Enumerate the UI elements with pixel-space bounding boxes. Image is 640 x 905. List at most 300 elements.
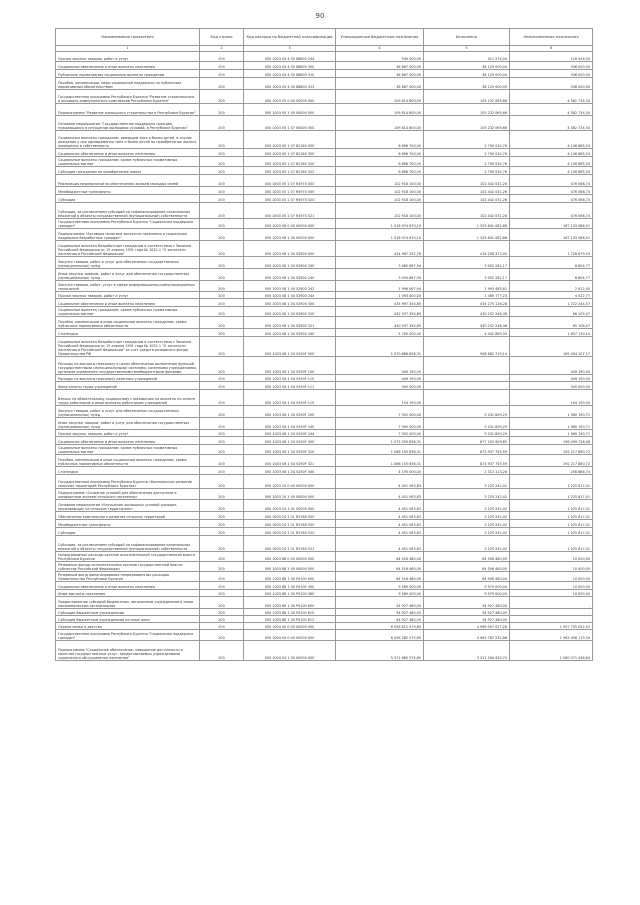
row-approved: 109 814 800,00 (336, 116, 424, 131)
row-line-code: 200 (200, 562, 244, 572)
table-row (56, 641, 593, 661)
row-unexecuted: 2 612,00 (510, 281, 593, 292)
row-executed: 5 431 809,29 (424, 430, 510, 437)
table-row (56, 62, 593, 70)
row-approved: 5 700 000,00 (336, 329, 424, 337)
row-executed: 4 042 869,90 (424, 329, 510, 337)
row-approved: 64 516 480,00 (336, 552, 424, 562)
row-unexecuted: 476 068,74 (510, 187, 593, 195)
table-row (56, 175, 593, 187)
row-approved: 530 000,00 (336, 52, 424, 62)
table-row (56, 430, 593, 437)
row-name: Взносы по обязательному социальному страхованию на выплаты по оплате труда работников и иные выплаты работникам учреждений (56, 390, 200, 406)
row-line-code: 200 (200, 299, 244, 307)
row-name: Основное мероприятие "Государственная поддержка граждан, нуждающихся в улучшении жилищных условий, в Республике Бурятия" (56, 116, 200, 131)
table-row (56, 157, 593, 167)
row-budget-code: 000 1003 24 1 01 00000 000 (244, 500, 336, 512)
budget-table (55, 28, 593, 661)
row-name: Подпрограмма "Активная политика занятости населения и социальная поддержка безработных граждан" (56, 229, 200, 241)
table-row (56, 500, 593, 512)
table-row (56, 131, 593, 149)
row-unexecuted: - (510, 609, 593, 616)
row-unexecuted: 65 108,47 (510, 317, 593, 329)
row-approved: 1 093 800,00 (336, 292, 424, 299)
row-approved: 102 918 100,00 (336, 187, 424, 195)
row-executed: 3 225 242,42 (424, 475, 510, 489)
row-line-code: 200 (200, 430, 244, 437)
row-approved: 4 451 063,83 (336, 536, 424, 552)
row-unexecuted: 4 106 665,24 (510, 131, 593, 149)
row-name: Государственная программа Республики Бурятия "Социальная поддержка граждан" (56, 630, 200, 641)
row-unexecuted: 10 000,00 (510, 552, 593, 562)
row-name: Закупка товаров, работ, услуг в сфере информационно-коммуникационных технологий (56, 281, 200, 292)
row-line-code: 200 (200, 445, 244, 455)
row-approved: 1 070 866 626,31 (336, 337, 424, 357)
row-approved: 4 451 063,83 (336, 512, 424, 520)
row-line-code: 200 (200, 528, 244, 536)
row-name: Закупка товаров, работ и услуг для обеспечения государственных (муниципальных) нужд (56, 257, 200, 269)
row-approved: 7 392 000,00 (336, 406, 424, 418)
row-approved: 1 516 974 670,10 (336, 229, 424, 241)
row-executed: 418 258 373,45 (424, 241, 510, 257)
table-row (56, 520, 593, 528)
column-number: 1 (56, 46, 200, 52)
row-approved: 64 516 480,00 (336, 562, 424, 572)
row-executed: 2 790 034,76 (424, 167, 510, 175)
row-budget-code: 000 1003 08 1 04 5290F 100 (244, 357, 336, 375)
row-name: Субсидии бюджетным учреждениям на иные цели (56, 616, 200, 623)
row-name: Государственная программа Республики Бурятия «Комплексное развитие сельских территорий Республики Бурятия» (56, 475, 200, 489)
row-name: Охрана семьи и детства (56, 623, 200, 630)
table-row (56, 597, 593, 609)
row-approved: 4 451 063,83 (336, 500, 424, 512)
row-line-code: 200 (200, 229, 244, 241)
row-line-code: 200 (200, 241, 244, 257)
row-unexecuted: 118 426,00 (510, 52, 593, 62)
row-line-code: 200 (200, 623, 244, 630)
row-budget-code: 000 1003 24 0 00 00000 000 (244, 475, 336, 489)
row-budget-code: 000 1003 24 1 01 R5760 000 (244, 512, 336, 520)
table-row (56, 609, 593, 616)
row-unexecuted: 192 217 880,72 (510, 455, 593, 467)
row-budget-code: 000 1003 24 1 01 R5760 520 (244, 528, 336, 536)
row-unexecuted: 8 604,77 (510, 257, 593, 269)
table-row (56, 616, 593, 623)
row-line-code: 200 (200, 149, 244, 157)
row-line-code: 200 (200, 62, 244, 70)
row-name: Подпрограмма "Развитие жилищного строительства в Республике Бурятия" (56, 104, 200, 116)
table-row (56, 203, 593, 219)
row-line-code: 200 (200, 257, 244, 269)
row-unexecuted: 476 068,74 (510, 175, 593, 187)
row-executed: 38 129 000,00 (424, 78, 510, 90)
row-line-code: 200 (200, 597, 244, 609)
row-name: Социальные выплаты гражданам, кроме публичных нормативных социальных выплат (56, 157, 200, 167)
row-name: Обеспечение комплексного развития сельских территорий (56, 512, 200, 520)
row-name: Субсидии гражданам на приобретение жилья (56, 167, 200, 175)
row-unexecuted: - (510, 616, 593, 623)
row-executed: 38 129 000,00 (424, 70, 510, 78)
row-approved: 4 451 063,83 (336, 528, 424, 536)
row-line-code: 200 (200, 307, 244, 317)
row-unexecuted: 104 190,00 (510, 390, 593, 406)
row-line-code: 200 (200, 641, 244, 661)
header-name: Наименование показателя (56, 29, 200, 46)
row-unexecuted: 185 004 107,17 (510, 337, 593, 357)
row-name: Государственная программа Республики Бурятия "Социальная поддержка граждан" (56, 219, 200, 229)
row-executed: - (424, 375, 510, 382)
row-budget-code: 000 1003 08 0 00 00000 000 (244, 219, 336, 229)
row-line-code: 200 (200, 572, 244, 582)
row-line-code: 200 (200, 337, 244, 357)
row-budget-code: 000 1003 08 1 04 5290F 321 (244, 455, 336, 467)
row-executed: 54 927 480,00 (424, 597, 510, 609)
header-line-code: Код строки (200, 29, 244, 46)
row-executed: 430 232 246,38 (424, 317, 510, 329)
row-approved: 7 392 000,00 (336, 418, 424, 430)
row-budget-code: 000 1003 04 4 00 88800 300 (244, 62, 336, 70)
row-budget-code: 000 1003 08 1 04 52900 340 (244, 329, 336, 337)
row-unexecuted: 187 133 586,51 (510, 219, 593, 229)
row-unexecuted: 538 000,00 (510, 62, 593, 70)
row-line-code: 200 (200, 437, 244, 445)
row-budget-code: 000 1003 24 1 00 00000 000 (244, 489, 336, 500)
row-name: Социальное обеспечение и иные выплаты населению (56, 149, 200, 157)
table-row (56, 70, 593, 78)
row-approved: 449 190,00 (336, 375, 424, 382)
row-budget-code: 000 1003 08 1 04 5290F 119 (244, 390, 336, 406)
row-unexecuted: 1 225 817,41 (510, 489, 593, 500)
row-approved: 4 451 063,83 (336, 520, 424, 528)
row-unexecuted: 6 604,77 (510, 269, 593, 281)
row-budget-code: 000 1003 88 1 00 P0100 000 (244, 572, 336, 582)
row-name: Расходы на выплаты персоналу в целях обеспечения выполнения функций государственными (муниципальными) органами, казенными учреждениями, органами управления государственными внебюджетными фондами (56, 357, 200, 375)
row-budget-code: 000 1003 08 1 04 52900 300 (244, 299, 336, 307)
table-row (56, 536, 593, 552)
table-row (56, 329, 593, 337)
row-name: Иные закупки товаров, работ и услуг для обеспечения государственных (муниципальных) нужд (56, 269, 200, 281)
table-row (56, 299, 593, 307)
table-row (56, 445, 593, 455)
row-budget-code: 000 1003 05 1 07 82160 322 (244, 167, 336, 175)
row-approved: 449 190,00 (336, 357, 424, 375)
row-budget-code: 000 1003 08 1 04 52900 242 (244, 281, 336, 292)
table-row (56, 241, 593, 257)
row-budget-code: 000 1003 08 1 04 5290F 300 (244, 437, 336, 445)
row-approved: 1 066 155 636,31 (336, 455, 424, 467)
row-budget-code: 000 1003 88 1 00 00000 000 (244, 562, 336, 572)
row-line-code: 200 (200, 131, 244, 149)
row-unexecuted: 1 225 817,41 (510, 475, 593, 489)
row-budget-code: 000 1003 24 1 01 R5760 500 (244, 520, 336, 528)
row-executed: 9 579 000,00 (424, 582, 510, 590)
row-approved: 6 896 700,00 (336, 149, 424, 157)
header-approved: Утвержденные бюджетные назначения (336, 29, 424, 46)
row-name: Прочая закупка товаров, работ и услуг (56, 292, 200, 299)
row-name: Межбюджетные трансферты (56, 187, 200, 195)
row-unexecuted: 1 225 817,41 (510, 500, 593, 512)
row-executed: 3 225 242,42 (424, 520, 510, 528)
row-line-code: 200 (200, 582, 244, 590)
header-budget-code: Код расхода по бюджетной классификации (244, 29, 336, 46)
row-line-code: 200 (200, 489, 244, 500)
row-unexecuted: 10 000,00 (510, 590, 593, 597)
header-executed: Исполнено (424, 29, 510, 46)
row-executed: 411 574,00 (424, 52, 510, 62)
row-name: Социальные выплаты гражданам, кроме публичных нормативных социальных выплат (56, 307, 200, 317)
row-executed: 64 506 480,00 (424, 572, 510, 582)
table-row (56, 281, 593, 292)
table-row (56, 337, 593, 357)
row-unexecuted: 538 000,00 (510, 70, 593, 78)
row-executed: 3 052 262,17 (424, 269, 510, 281)
row-line-code: 200 (200, 418, 244, 430)
row-line-code: 200 (200, 467, 244, 475)
table-body (56, 52, 593, 661)
table-row (56, 390, 593, 406)
row-executed: 3 225 242,42 (424, 528, 510, 536)
row-approved: 9 589 000,00 (336, 590, 424, 597)
row-approved: 430 297 354,85 (336, 317, 424, 329)
row-line-code: 200 (200, 390, 244, 406)
row-approved: 3 059 867,94 (336, 269, 424, 281)
row-executed: 430 232 246,38 (424, 307, 510, 317)
row-approved: 6 926 812 079,80 (336, 623, 424, 630)
row-budget-code: 000 1003 08 1 04 5290F 111 (244, 382, 336, 390)
row-unexecuted: 1 957 755 052,52 (510, 623, 593, 630)
row-budget-code: 000 1003 05 1 07 82160 320 (244, 157, 336, 167)
row-executed: 3 311 184 430,74 (424, 641, 510, 661)
row-approved: 54 927 480,00 (336, 597, 424, 609)
row-budget-code: 000 1003 05 1 07 R4970 520 (244, 195, 336, 203)
row-approved: 432 297 354,85 (336, 307, 424, 317)
row-executed: 105 232 065,66 (424, 116, 510, 131)
row-name: Пособия, компенсации и иные социальные выплаты гражданам, кроме публичных нормативных обязательств (56, 455, 200, 467)
row-line-code: 200 (200, 520, 244, 528)
row-approved: 424 987 252,78 (336, 241, 424, 257)
table-row (56, 590, 593, 597)
row-budget-code: 000 1003 04 4 00 88800 244 (244, 52, 336, 62)
row-executed: 3 052 262,17 (424, 257, 510, 269)
row-executed: 4 963 787 232,86 (424, 630, 510, 641)
table-row (56, 418, 593, 430)
row-unexecuted: 1 960 190,71 (510, 430, 593, 437)
row-line-code: 200 (200, 357, 244, 375)
row-budget-code: 000 1003 88 1 00 P0100 610 (244, 609, 336, 616)
table-row (56, 104, 593, 116)
row-name: Основное мероприятие «Улучшение жилищных условий граждан, проживающих на сельских территориях» (56, 500, 200, 512)
row-unexecuted: 1 728 879,33 (510, 241, 593, 257)
row-name: Социальные выплаты гражданам, кроме публичных нормативных социальных выплат (56, 445, 200, 455)
table-row (56, 406, 593, 418)
table-row (56, 528, 593, 536)
row-line-code: 200 (200, 552, 244, 562)
row-budget-code: 000 1003 05 1 07 00000 000 (244, 116, 336, 131)
row-line-code: 200 (200, 52, 244, 62)
row-budget-code: 000 1003 88 1 00 P0100 300 (244, 582, 336, 590)
row-approved: 3 060 867,94 (336, 257, 424, 269)
row-approved: 102 918 100,00 (336, 203, 424, 219)
column-number: 5 (424, 46, 510, 52)
row-name: Субсидии бюджетным учреждениям (56, 609, 200, 616)
row-approved: 109 814 800,00 (336, 90, 424, 104)
row-line-code: 200 (200, 590, 244, 597)
table-row (56, 52, 593, 62)
row-budget-code: 000 1003 08 1 04 5290F 320 (244, 445, 336, 455)
row-name: Межбюджетные трансферты (56, 520, 200, 528)
row-unexecuted: 66 105,47 (510, 307, 593, 317)
row-executed: - (424, 357, 510, 375)
row-executed: 873 937 755,59 (424, 455, 510, 467)
row-budget-code: 000 1003 05 0 00 00000 000 (244, 90, 336, 104)
row-name: Субсидии (56, 195, 200, 203)
row-line-code: 200 (200, 281, 244, 292)
row-budget-code: 000 1003 05 1 00 00000 000 (244, 104, 336, 116)
header-unexecuted: Неисполненные назначения (510, 29, 593, 46)
row-line-code: 200 (200, 406, 244, 418)
row-executed: 3 225 242,42 (424, 500, 510, 512)
row-line-code: 200 (200, 219, 244, 229)
row-approved: 6 926 282 075,80 (336, 630, 424, 641)
row-unexecuted: 1 225 817,41 (510, 520, 593, 528)
row-unexecuted: 196 099 726,46 (510, 437, 593, 445)
row-line-code: 200 (200, 329, 244, 337)
row-line-code: 200 (200, 475, 244, 489)
table-row (56, 219, 593, 229)
row-budget-code: 000 1003 88 0 00 00000 000 (244, 552, 336, 562)
row-executed: 64 506 480,00 (424, 562, 510, 572)
table-row (56, 78, 593, 90)
row-name: Предоставление субсидий бюджетным, автономным учреждениям и иным некоммерческим организациям (56, 597, 200, 609)
row-unexecuted: 476 068,74 (510, 203, 593, 219)
row-name: Расходы на выплаты персоналу казенных учреждений (56, 375, 200, 382)
row-unexecuted: 449 190,00 (510, 357, 593, 375)
row-approved: 345 000,00 (336, 382, 424, 390)
row-unexecuted: 1 960 190,71 (510, 406, 593, 418)
row-budget-code: 000 1003 08 1 04 52900 200 (244, 257, 336, 269)
row-approved: 4 451 063,83 (336, 489, 424, 500)
row-executed: 1 329 841 082,68 (424, 229, 510, 241)
row-budget-code: 000 1003 05 1 07 R4970 500 (244, 187, 336, 195)
table-row (56, 572, 593, 582)
row-unexecuted: 1 657 130,10 (510, 329, 593, 337)
row-budget-code: 000 1003 08 1 00 00000 000 (244, 229, 336, 241)
row-approved: 6 896 700,00 (336, 131, 424, 149)
row-executed: 54 927 480,00 (424, 616, 510, 623)
row-unexecuted: 256 886,74 (510, 467, 593, 475)
row-name: Стипендии (56, 329, 200, 337)
row-approved: 435 997 354,85 (336, 299, 424, 307)
row-budget-code: 000 1003 08 1 04 52900 320 (244, 307, 336, 317)
row-executed: 38 129 000,00 (424, 62, 510, 70)
page-number: 90 (315, 12, 325, 20)
row-line-code: 200 (200, 90, 244, 104)
row-name: Субсидии, за исключением субсидий на софинансирование капитальных вложений в объекты государственной (муниципальной) собственности (56, 536, 200, 552)
table-row (56, 512, 593, 520)
column-number: 4 (336, 46, 424, 52)
row-budget-code: 000 1003 05 1 07 R4970 000 (244, 175, 336, 187)
row-unexecuted: 538 000,00 (510, 78, 593, 90)
table-row (56, 582, 593, 590)
row-line-code: 200 (200, 70, 244, 78)
table-row (56, 307, 593, 317)
row-executed: - (424, 382, 510, 390)
row-unexecuted: 1 225 817,41 (510, 536, 593, 552)
row-approved: 38 667 000,00 (336, 70, 424, 78)
row-name: Стипендии (56, 467, 200, 475)
row-budget-code: 000 1003 24 1 01 R5760 521 (244, 536, 336, 552)
row-executed: - (424, 390, 510, 406)
row-unexecuted: 1 225 817,41 (510, 528, 593, 536)
row-unexecuted: - (510, 597, 593, 609)
table-row (56, 292, 593, 299)
table-row (56, 467, 593, 475)
row-executed: 3 225 242,42 (424, 489, 510, 500)
row-approved: 6 896 700,00 (336, 157, 424, 167)
row-executed: 102 442 031,26 (424, 187, 510, 195)
row-executed: 54 927 480,00 (424, 609, 510, 616)
row-unexecuted: 187 133 586,51 (510, 229, 593, 241)
row-name: Субсидии (56, 528, 200, 536)
row-line-code: 200 (200, 382, 244, 390)
table-row (56, 229, 593, 241)
row-unexecuted: 4 106 665,24 (510, 157, 593, 167)
row-executed: 9 579 000,00 (424, 590, 510, 597)
row-executed: 105 232 065,66 (424, 90, 510, 104)
row-budget-code: 000 1003 05 1 07 82160 300 (244, 149, 336, 157)
row-approved: 54 927 480,00 (336, 609, 424, 616)
row-budget-code: 000 1003 04 4 00 88800 313 (244, 78, 336, 90)
row-line-code: 200 (200, 630, 244, 641)
row-line-code: 200 (200, 616, 244, 623)
row-executed: 4 969 057 027,28 (424, 623, 510, 630)
row-line-code: 200 (200, 203, 244, 219)
row-executed: 5 431 809,29 (424, 406, 510, 418)
row-name: Резервный фонд финансирования непредвиденных расходов Правительства Республики Бурятия (56, 572, 200, 582)
row-executed: 105 232 065,66 (424, 104, 510, 116)
row-name: Реализация мероприятий по обеспечению жильем молодых семей (56, 175, 200, 187)
row-name: Социальное обеспечение и иные выплаты населению (56, 299, 200, 307)
table-row (56, 489, 593, 500)
table-row (56, 552, 593, 562)
row-executed: 873 937 755,59 (424, 445, 510, 455)
row-executed: 3 225 242,42 (424, 512, 510, 520)
row-budget-code: 000 1003 88 1 00 P0100 360 (244, 590, 336, 597)
row-unexecuted: 1 225 817,41 (510, 512, 593, 520)
row-name: Субсидии, за исключением субсидий на софинансирование капитальных вложений в объекты государственной (муниципальной) собственности (56, 203, 200, 219)
row-line-code: 200 (200, 175, 244, 187)
row-line-code: 200 (200, 455, 244, 467)
row-approved: 38 667 000,00 (336, 62, 424, 70)
row-unexecuted: 10 000,00 (510, 572, 593, 582)
row-executed: 434 275 116,28 (424, 299, 510, 307)
row-line-code: 200 (200, 500, 244, 512)
row-unexecuted: 1 960 190,71 (510, 418, 593, 430)
row-approved: 5 371 665 574,80 (336, 641, 424, 661)
row-budget-code: 000 1003 08 1 04 5290F 110 (244, 375, 336, 382)
row-line-code: 200 (200, 536, 244, 552)
row-executed: 102 442 031,26 (424, 175, 510, 187)
row-approved: 64 516 480,00 (336, 572, 424, 582)
table-row (56, 90, 593, 104)
row-executed: 1 993 485,81 (424, 281, 510, 292)
row-budget-code: 000 1003 08 1 04 52900 000 (244, 241, 336, 257)
row-unexecuted: 4 582 734,34 (510, 104, 593, 116)
row-budget-code: 000 1003 08 1 04 5290F 240 (244, 418, 336, 430)
row-executed: 64 506 480,00 (424, 552, 510, 562)
row-approved: 1 996 067,94 (336, 281, 424, 292)
row-budget-code: 000 1004 04 0 00 00000 000 (244, 630, 336, 641)
